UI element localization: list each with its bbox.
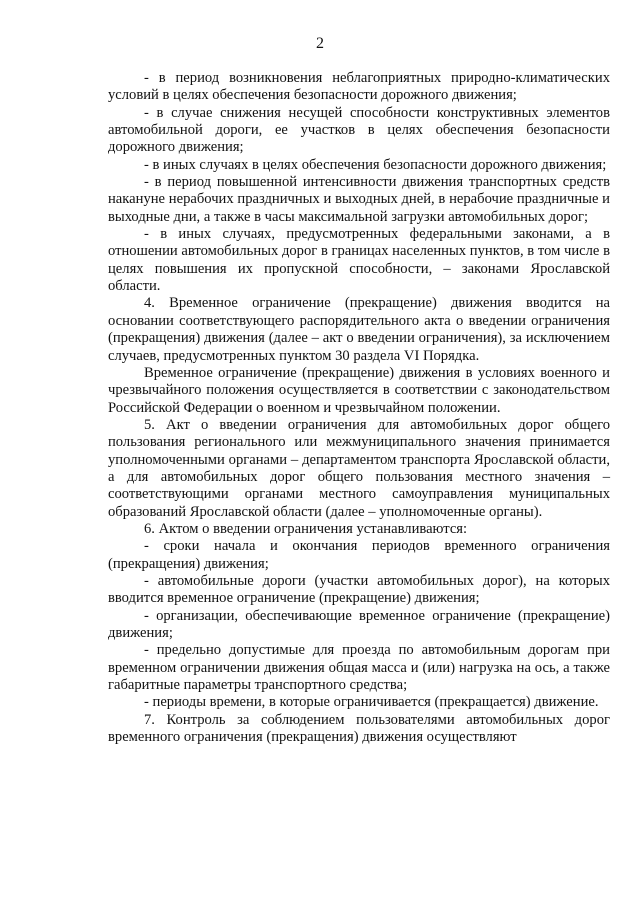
paragraph-bullet-load-capacity: - в случае снижения несущей способности конструктивных элементов автомобильной дороги, ее участков в целях обеспечения безопасности дорожного движения; — [108, 104, 610, 156]
paragraph-item-6: 6. Актом о введении ограничения устанавливаются: — [144, 520, 468, 537]
paragraph-bullet-mass-limits: - предельно допустимые для проезда по автомобильным дорогам при временном ограничении движения общая масса и (или) нагрузка на ось, а также габаритные параметры транспортного средства; — [108, 642, 610, 694]
paragraph-bullet-other-safety: - в иных случаях в целях обеспечения безопасности дорожного движения; — [144, 156, 607, 173]
paragraph-martial-law: Временное ограничение (прекращение) движения в условиях военного и чрезвычайного положения осуществляется в соответствии с законодательством Российской Федерации о военном и чрезвычайном положении. — [108, 364, 610, 416]
paragraph-item-5: 5. Акт о введении ограничения для автомобильных дорог общего пользования регионального или межмуниципального значения принимается уполномоченными органами – департаментом транспорта Ярославской области, а для автомобильных дорог общего пользования местного значения – соответствующими органами местного самоуправления муниципальных образований Ярославской области (далее – уполномоченные органы). — [108, 416, 610, 520]
document-body — [108, 70, 610, 746]
paragraph-item-4: 4. Временное ограничение (прекращение) движения вводится на основании соответствующего распорядительного акта о введении ограничения (прекращения) движения (далее – акт о введении ограничения), за исключением случаев, предусмотренных пунктом 30 раздела VI Порядка. — [108, 295, 610, 364]
page-number: 2 — [316, 35, 324, 52]
paragraph-bullet-organizations: - организации, обеспечивающие временное ограничение (прекращение) движения; — [108, 607, 610, 641]
paragraph-bullet-time-periods: - периоды времени, в которые ограничивается (прекращается) движение. — [144, 694, 599, 711]
paragraph-bullet-high-traffic: - в период повышенной интенсивности движения транспортных средств накануне нерабочих праздничных и выходных дней, в нерабочие праздничные и выходные дни, а также в часы максимальной загрузки автомобильных дорог; — [108, 174, 610, 225]
paragraph-item-7: 7. Контроль за соблюдением пользователями автомобильных дорог временного ограничения (прекращения) движения осуществляют — [108, 711, 610, 746]
paragraph-bullet-roads: - автомобильные дороги (участки автомобильных дорог), на которых вводится временное ограничение (прекращение) движения; — [108, 572, 610, 607]
paragraph-bullet-periods: - сроки начала и окончания периодов временного ограничения (прекращения) движения; — [108, 538, 610, 572]
paragraph-bullet-weather: - в период возникновения неблагоприятных природно-климатических условий в целях обеспечения безопасности дорожного движения; — [108, 70, 610, 104]
paragraph-bullet-federal-laws: - в иных случаях, предусмотренных федеральными законами, а в отношении автомобильных дорог в границах населенных пунктов, в том числе в целях повышения их пропускной способности, – законами Ярославской области. — [108, 226, 610, 295]
